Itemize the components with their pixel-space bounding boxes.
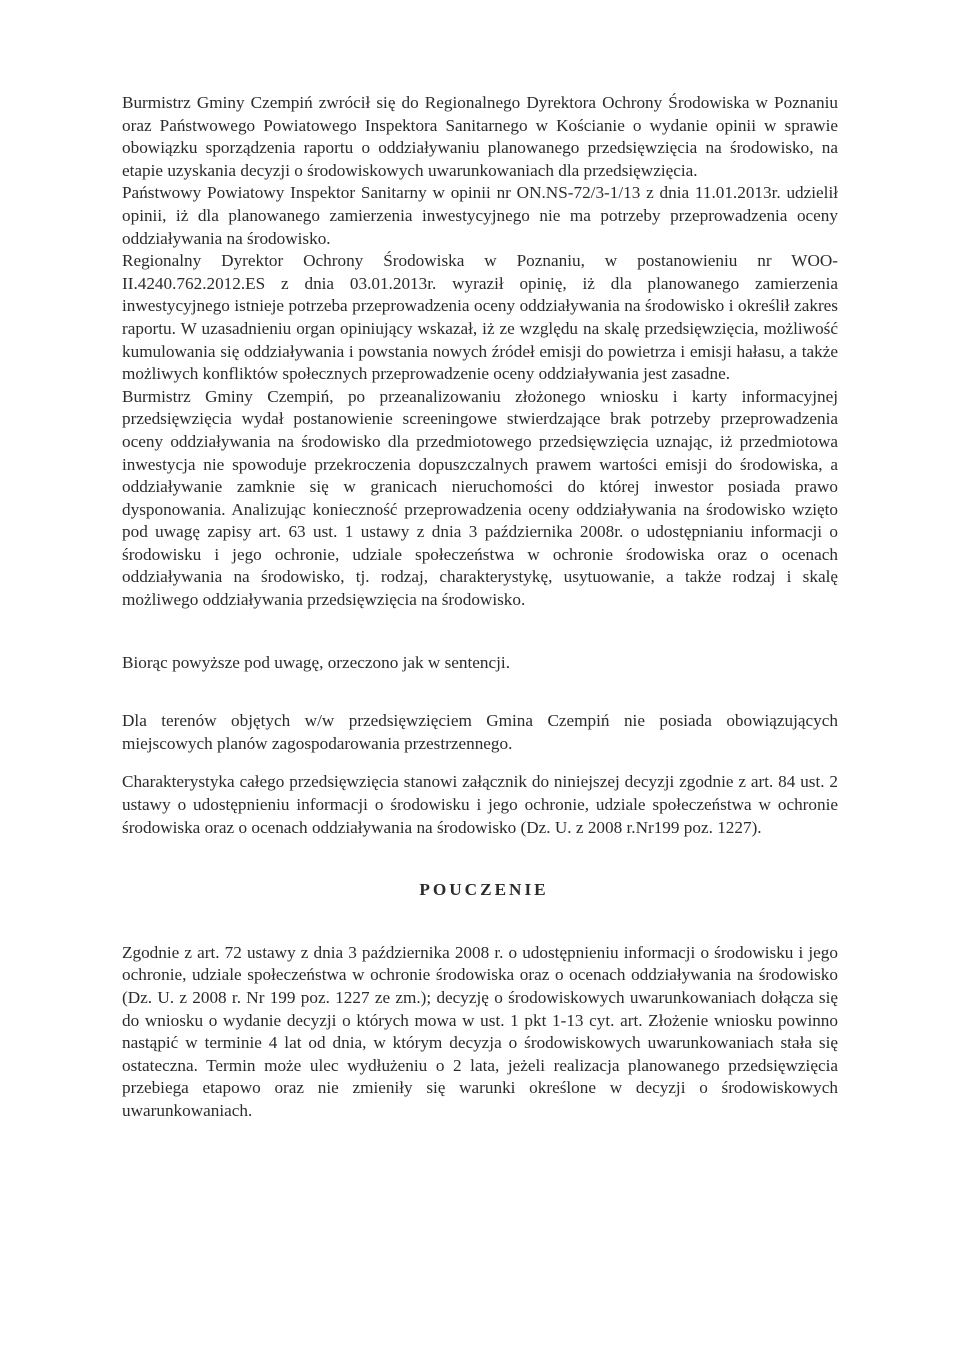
paragraph-request: Burmistrz Gminy Czempiń zwrócił się do Regionalnego Dyrektora Ochrony Środowiska w Poznaniu oraz Państwowego Powiatowego Inspektora Sanitarnego w Kościanie o wydanie opinii w sprawie obowiązku sporządzenia raportu o oddziaływaniu planowanego przedsięwzięcia na środowisko, na etapie uzyskania decyzji o środowiskowych uwarunkowaniach dla przedsięwzięcia. <box>122 93 838 180</box>
document-page <box>122 92 838 1123</box>
paragraph-instruction: Zgodnie z art. 72 ustawy z dnia 3 października 2008 r. o udostępnieniu informacji o środowisku i jego ochronie, udziale społeczeństwa w ochronie środowiska oraz o ocenach oddziaływania na środowisko (Dz. U. z 2008 r. Nr 199 poz. 1227 ze zm.); decyzję o środowiskowych uwarunkowaniach dołącza się do wniosku o wydanie decyzji o których mowa w ust. 1 pkt 1-13 cyt. art. Złożenie wniosku powinno nastąpić w terminie 4 lat od dnia, w którym decyzja o środowiskowych uwarunkowaniach stała się ostateczna. Termin może ulec wydłużeniu o 2 lata, jeżeli realizacja planowanego przedsięwzięcia przebiega etapowo oraz nie zmieniły się warunki określone w decyzji o środowiskowych uwarunkowaniach. <box>122 942 838 1120</box>
paragraph-attachment-note: Charakterystyka całego przedsięwzięcia stanowi załącznik do niniejszej decyzji zgodnie z art. 84 ust. 2 ustawy o udostępnieniu informacji o środowisku i jego ochronie, udziale społeczeństwa w ochronie środowiska oraz o ocenach oddziaływania na środowisko (Dz. U. z 2008 r.Nr199 poz. 1227). <box>122 772 838 837</box>
paragraph-conclusion: Biorąc powyższe pod uwagę, orzeczono jak w sentencji. <box>122 652 511 672</box>
paragraph-plans-note: Dla terenów objętych w/w przedsięwzięciem Gmina Czempiń nie posiada obowiązujących miejscowych planów zagospodarowania przestrzennego. <box>122 711 838 753</box>
paragraph-screening-decision: Burmistrz Gminy Czempiń, po przeanalizowaniu złożonego wniosku i karty informacyjnej przedsięwzięcia wydał postanowienie screeningowe stwierdzające brak potrzeby przeprowadzenia oceny oddziaływania na środowisko dla przedmiotowego przedsięwzięcia uznając, iż przedmiotowa inwestycja nie spowoduje przekroczenia dopuszczalnych prawem wartości emisji do środowiska, a oddziaływanie zamknie się w granicach nieruchomości do której inwestor posiada prawo dysponowania. Analizując konieczność przeprowadzenia oceny oddziaływania na środowisko wzięto pod uwagę zapisy art. 63 ust. 1 ustawy z dnia 3 października 2008r. o udostępnianiu informacji o środowisku i jego ochronie, udziale społeczeństwa w ochronie środowiska oraz o ocenach oddziaływania na środowisko, tj. rodzaj, charakterystykę, usytuowanie, a także rodzaj i skalę możliwego oddziaływania przedsięwzięcia na środowisko. <box>122 386 838 610</box>
spacer <box>122 755 838 771</box>
paragraph-sanitary-opinion: Państwowy Powiatowy Inspektor Sanitarny w opinii nr ON.NS-72/3-1/13 z dnia 11.01.2013r. udzielił opinii, iż dla planowanego zamierzenia inwestycyjnego nie ma potrzeby przeprowadzenia oceny oddziaływania na środowisko. <box>122 183 838 248</box>
spacer <box>122 839 838 879</box>
instruction-heading: POUCZENIE <box>419 880 549 900</box>
spacer <box>122 902 838 942</box>
paragraph-rdos-opinion: Regionalny Dyrektor Ochrony Środowiska w Poznaniu, w postanowieniu nr WOO-II.4240.762.2012.ES z dnia 03.01.2013r. wyraził opinię, iż dla planowanego zamierzenia inwestycyjnego istnieje potrzeba przeprowadzenia oceny oddziaływania na środowisko i określił zakres raportu. W uzasadnieniu organ opiniujący wskazał, iż ze względu na skalę przedsięwzięcia, możliwość kumulowania się oddziaływania i powstania nowych źródeł emisji do powietrza i emisji hałasu, a także możliwych konfliktów społecznych przeprowadzenie oceny oddziaływania jest zasadne. <box>122 251 838 384</box>
spacer <box>122 674 838 710</box>
spacer <box>122 612 838 652</box>
